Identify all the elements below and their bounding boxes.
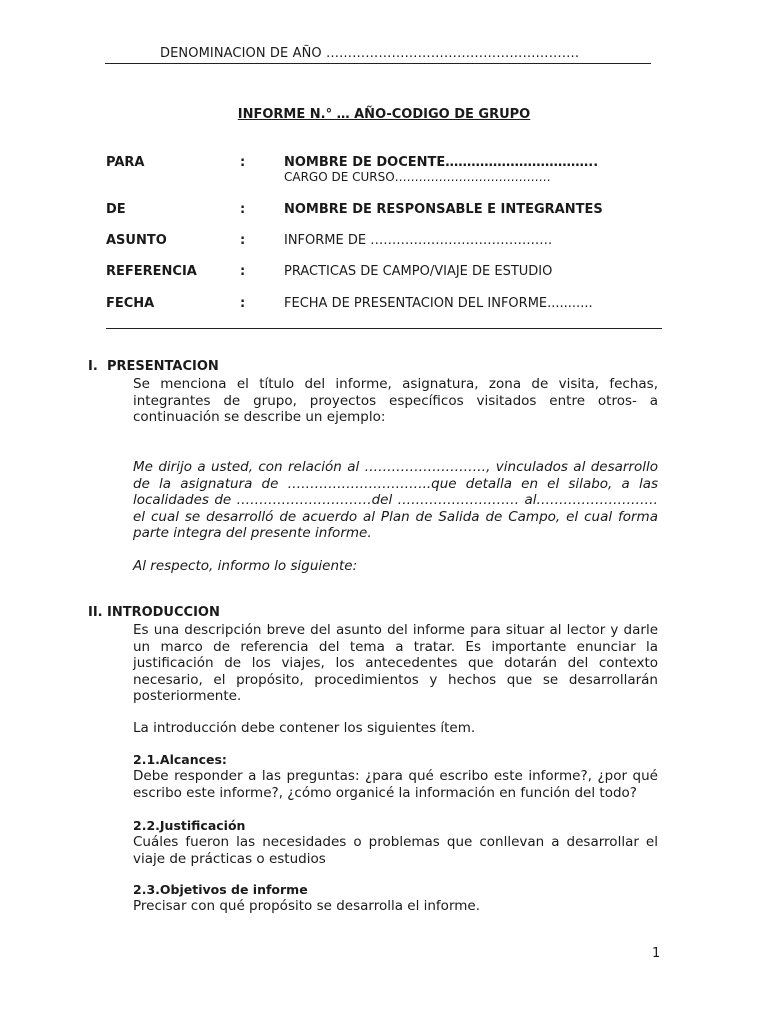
presentacion-example: Me dirijo a usted, con relación al ………………………, vinculados al desarrollo de la asignatura de …………………………..que detalla en el silabo, a las localidades de …………………………del ……………………… al………………………el cual se desarrolló de acuerdo al Plan de Salida de Campo, el cual forma parte integra del presente informe.	[133, 459, 658, 541]
introduccion-items-intro: La introducción debe contener los siguientes ítem.	[133, 720, 476, 736]
header-divider	[105, 63, 651, 64]
report-title	[0, 107, 768, 122]
page-number: 1	[652, 946, 661, 961]
section-title: PRESENTACION	[107, 359, 219, 374]
memo-value: NOMBRE DE DOCENTE……………………………..	[284, 155, 599, 170]
section-heading-presentacion	[88, 359, 219, 374]
memo-label: DE	[106, 202, 126, 217]
section-heading-introduccion	[88, 605, 220, 620]
subsection-title-justificacion: 2.2.Justificación	[133, 818, 246, 833]
presentacion-body: Se menciona el título del informe, asignatura, zona de visita, fechas, integrantes de grupo, proyectos específicos visitados entre otros- a continuación se describe un ejemplo:	[133, 376, 658, 425]
memo-label: REFERENCIA	[106, 264, 197, 279]
introduccion-body: Es una descripción breve del asunto del informe para situar al lector y darle un marco de referencia del tema a tratar. Es importante enunciar la justificación de los viajes, los antecedentes que dotarán del contexto necesario, el propósito, procedimientos y hechos que se desarrollarán posteriormente.	[133, 622, 658, 704]
subsection-title-alcances: 2.1.Alcances:	[133, 752, 227, 767]
memo-divider	[106, 328, 662, 329]
memo-colon: :	[240, 296, 246, 311]
memo-label: PARA	[106, 155, 145, 170]
memo-value: INFORME DE ……………………………………	[284, 233, 553, 248]
report-title-text: INFORME N.° … AÑO-CODIGO DE GRUPO	[237, 107, 531, 122]
memo-colon: :	[240, 155, 246, 170]
subsection-title-objetivos: 2.3.Objetivos de informe	[133, 882, 308, 897]
year-denomination-line: DENOMINACION DE AÑO ………………………………………………….	[160, 46, 580, 61]
memo-value: FECHA DE PRESENTACION DEL INFORME...........	[284, 296, 593, 311]
subsection-body-justificacion: Cuáles fueron las necesidades o problemas que conllevan a desarrollar el viaje de prácticas o estudios	[133, 834, 658, 867]
memo-colon: :	[240, 233, 246, 248]
section-number: II.	[88, 605, 103, 620]
memo-subvalue: CARGO DE CURSO…………………………………	[284, 170, 551, 184]
section-title: INTRODUCCION	[107, 605, 220, 620]
section-number: I.	[88, 359, 98, 374]
memo-value: PRACTICAS DE CAMPO/VIAJE DE ESTUDIO	[284, 264, 553, 279]
memo-label: ASUNTO	[106, 233, 167, 248]
memo-value: NOMBRE DE RESPONSABLE E INTEGRANTES	[284, 202, 603, 217]
memo-colon: :	[240, 202, 246, 217]
memo-colon: :	[240, 264, 246, 279]
subsection-body-alcances: Debe responder a las preguntas: ¿para qué escribo este informe?, ¿por qué escribo este informe?, ¿cómo organicé la información en función del todo?	[133, 768, 658, 801]
presentacion-closing: Al respecto, informo lo siguiente:	[133, 558, 358, 574]
memo-label: FECHA	[106, 296, 155, 311]
subsection-body-objetivos: Precisar con qué propósito se desarrolla el informe.	[133, 898, 481, 914]
